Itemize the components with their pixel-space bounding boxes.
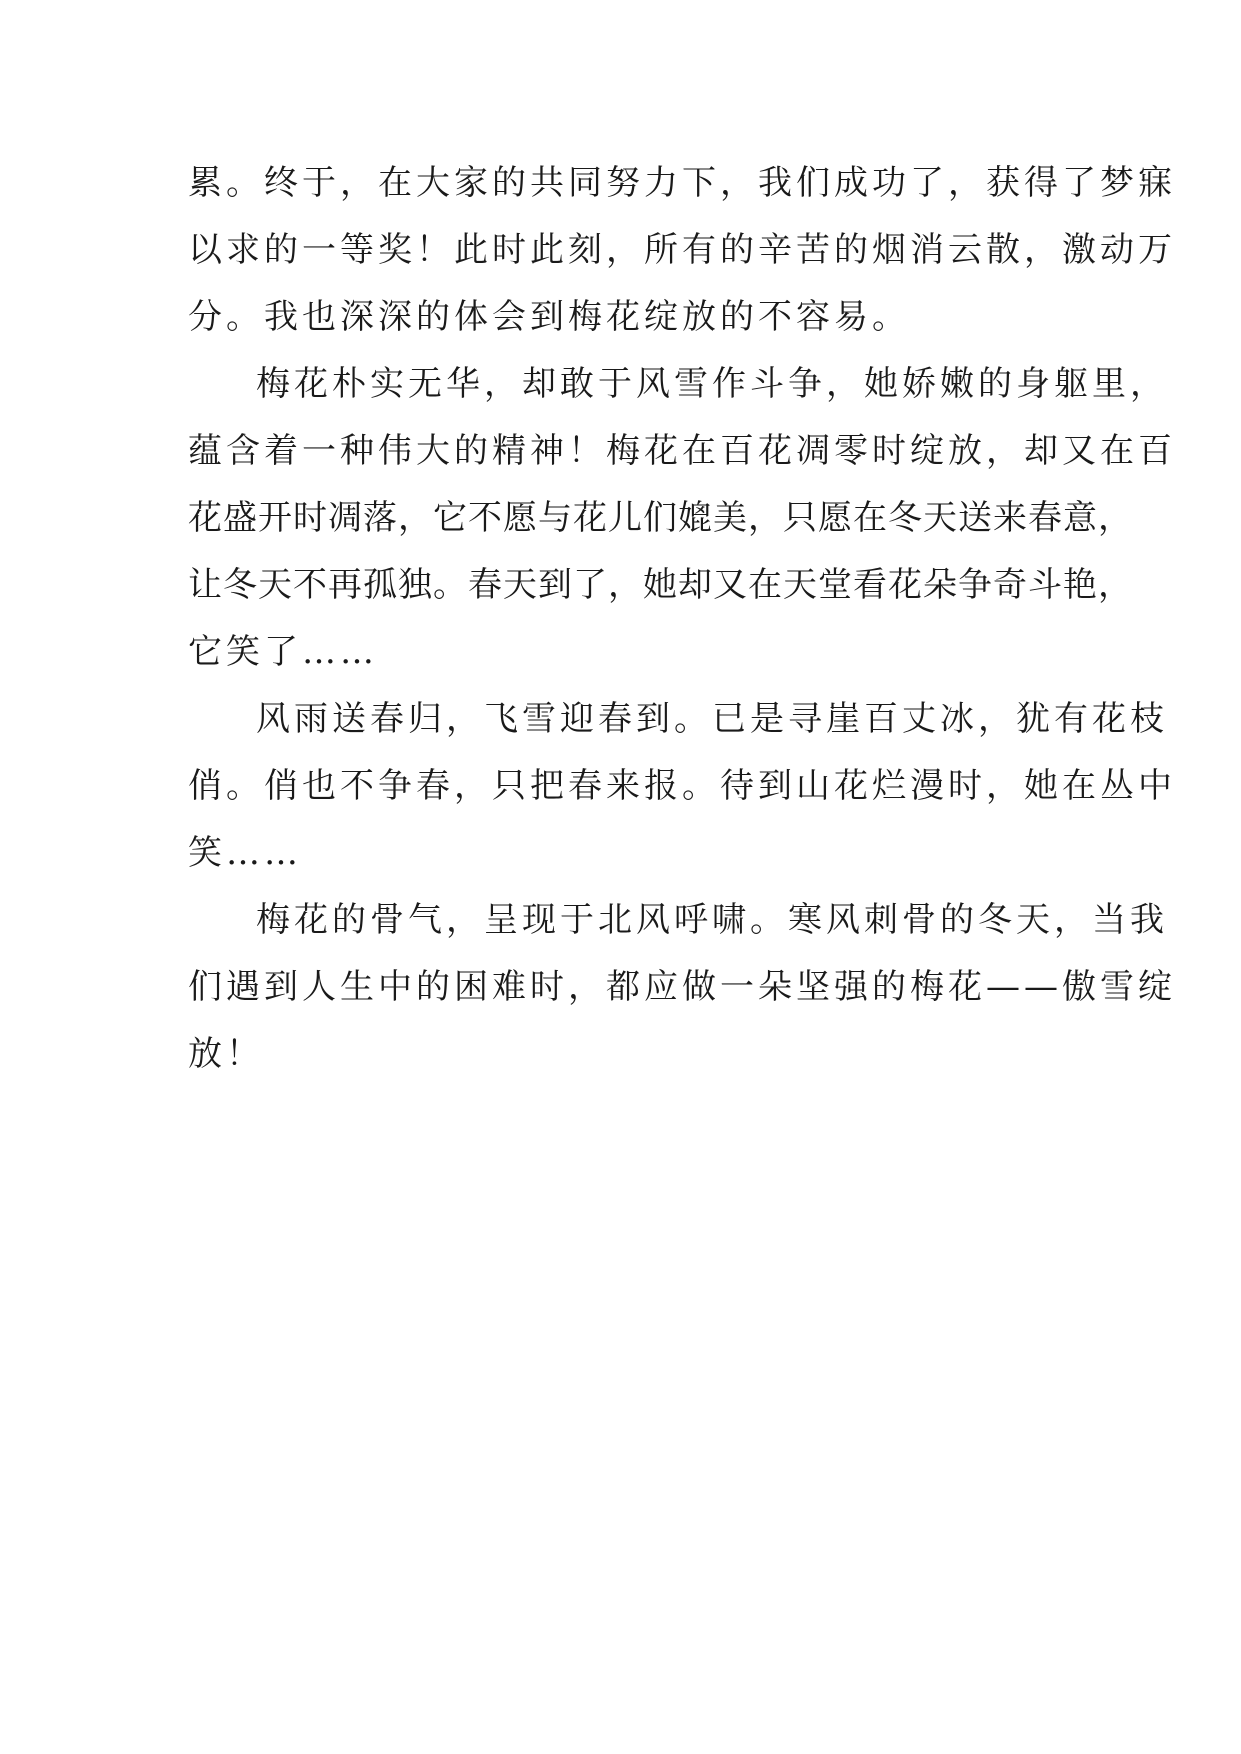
document-body xyxy=(188,150,1176,1088)
paragraph-3 xyxy=(188,686,1176,887)
paragraph-line: 们遇到人生中的困难时，都应做一朵坚强的梅花——傲雪绽 xyxy=(188,967,1176,1007)
paragraph-line: 以求的一等奖！此时此刻，所有的辛苦的烟消云散，激动万 xyxy=(188,230,1176,270)
paragraph-line: 梅花朴实无华，却敢于风雪作斗争，她娇嫩的身躯里， xyxy=(256,364,1168,404)
paragraph-line: 梅花的骨气，呈现于北风呼啸。寒风刺骨的冬天，当我 xyxy=(256,900,1168,940)
paragraph-line: 让冬天不再孤独。春天到了，她却又在天堂看花朵争奇斗艳， xyxy=(188,565,1133,605)
paragraph-1 xyxy=(188,150,1176,351)
paragraph-2 xyxy=(188,351,1176,686)
paragraph-line: 风雨送春归，飞雪迎春到。已是寻崖百丈冰，犹有花枝 xyxy=(256,699,1168,739)
paragraph-line: 累。终于，在大家的共同努力下，我们成功了，获得了梦寐 xyxy=(188,163,1176,203)
paragraph-4 xyxy=(188,887,1176,1088)
paragraph-line: 俏。俏也不争春，只把春来报。待到山花烂漫时，她在丛中 xyxy=(188,766,1176,806)
paragraph-line: 它笑了…… xyxy=(188,632,378,672)
paragraph-line: 分。我也深深的体会到梅花绽放的不容易。 xyxy=(188,297,910,337)
paragraph-line: 笑…… xyxy=(188,833,302,873)
paragraph-line: 花盛开时凋落，它不愿与花儿们媲美，只愿在冬天送来春意， xyxy=(188,498,1133,538)
paragraph-line: 蕴含着一种伟大的精神！梅花在百花凋零时绽放，却又在百 xyxy=(188,431,1176,471)
paragraph-line: 放！ xyxy=(188,1034,264,1074)
